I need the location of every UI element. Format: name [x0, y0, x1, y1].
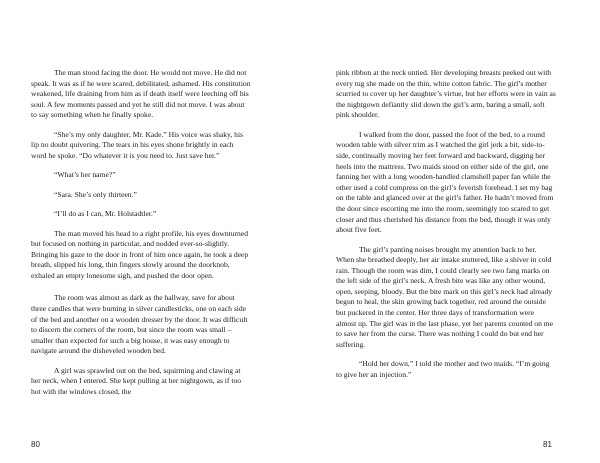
- paragraph: “She’s my only daughter, Mr. Kade.” His voice was shaky, his lip no doubt quivering. The tears in his eyes shone brightly in each word he spoke. “Do whatever it is you need to. Just save her.”: [31, 129, 244, 160]
- paragraph: “What’s her name?”: [54, 170, 116, 180]
- left-page: [31, 68, 251, 428]
- page-number-left: 80: [31, 440, 40, 449]
- paragraph: “Sara. She’s only thirteen.”: [54, 189, 137, 199]
- paragraph: “Hold her down,” I told the mother and two maids. “I’m going to give her an injection.”: [336, 359, 550, 379]
- paragraph: pink ribbon at the neck untied. Her developing breasts peeked out with every tug she made on the thin, white cotton fabric. The girl’s mother scurried to cover up her daughter’s virtue, but her efforts were in vain as the nightgown defiantly slid down the girl’s arm, baring a small, soft pink shoulder.: [336, 68, 556, 120]
- paragraph: A girl was sprawled out on the bed, squirming and clawing at her neck, when I entered. She kept pulling at her nightgown, as if too hot with the windows closed, the: [31, 365, 242, 397]
- paragraph: “I’ll do as I can, Mr. Holstadtler.”: [54, 209, 157, 219]
- paragraph: The girl’s panting noises brought my attention back to her. When she breathed deeply, her air intake stuttered, like a shiver in cold rain. Though the room was dim, I could clearly see two fang marks on the left side of the girl’s neck. A fresh bite was like any other wound, open, seeping, bloody. But the bite mark on this girl’s neck had already begun to heal, the skin growing back together, red around the outside but puckered in the center. Her three days of transformation were almost up. The girl was in the last phase, yet her parents counted on me to save her from the curse. There was nothing I could do but end her suffering.: [336, 244, 554, 349]
- right-page: [336, 68, 556, 428]
- paragraph: I walked from the door, passed the foot of the bed, to a round wooden table with silver trim as I watched the girl jerk a bit, side-to-side, continually moving her feet forward and backward, digging her heels into the mattress. Two maids stood on either side of the girl, one fanning her with a long wooden-handled clamshell paper fan while the other used a cold compress on the girl’s feverish forehead. I set my bag on the table and glanced over at the girl’s father. He hadn’t moved from the door since escorting me into the room, seemingly too scared to get closer and thus cherished his distance from the bed, though it was only about five feet.: [336, 129, 554, 235]
- paragraph: The man moved his head to a right profile, his eyes downturned but focused on nothing in particular, and nodded ever-so-slightly. Bringing his gaze to the door in front of him once again, he took a deep breath, slipped his long, thin fingers slowly around the doorknob, exhaled an empty lonesome sigh, and pushed the door open.: [31, 228, 249, 280]
- paragraph: The man stood facing the door. He would not move. He did not speak. It was as if he were scared, debilitated, ashamed. His constitution weakened, life draining from him as if death itself were leeching off his soul. A few moments passed and yet he still did not move. I was about to say something when he finally spoke.: [31, 68, 251, 120]
- paragraph: The room was almost as dark as the hallway, save for about three candles that were burning in silver candlesticks, one on each side of the bed and another on a wooden dresser by the door. It was difficult to discern the corners of the room, but since the room was small – smaller than expected for such a big house, it was easy enough to navigate around the disheveled wooden bed.: [31, 293, 248, 356]
- page-number-right: 81: [543, 440, 552, 449]
